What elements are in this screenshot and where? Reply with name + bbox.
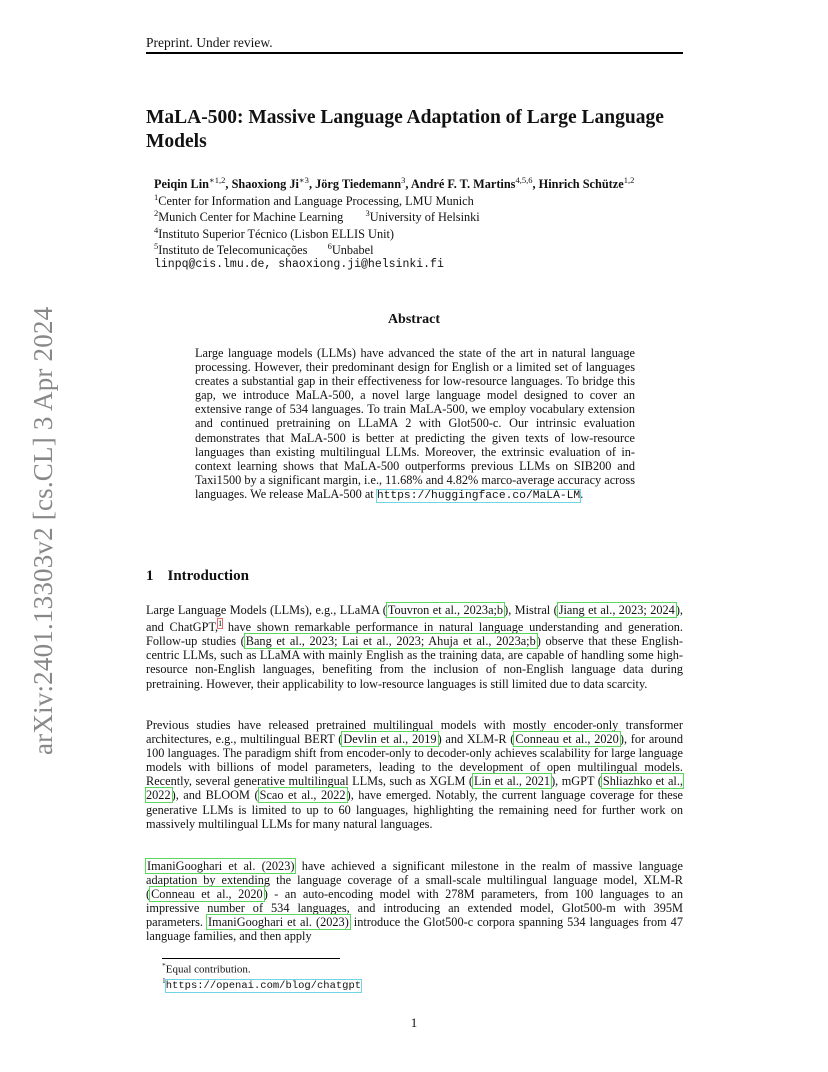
citation-link[interactable]: Shliazhko et al., 2022 <box>146 774 683 803</box>
author-marks: ∗1,2 <box>209 175 226 185</box>
affiliation-2-3: $^2$Munich Center for Machine Learning $^3$University of Helsinki <box>154 208 480 225</box>
citation-link[interactable]: Devlin et al., 2019 <box>343 732 437 747</box>
page-number: 1 <box>410 1015 418 1030</box>
citation-link[interactable]: Lin et al., 2021 <box>474 774 551 789</box>
abstract-heading: Abstract <box>387 312 441 327</box>
author-name: Hinrich Schütze <box>538 177 624 192</box>
author-emails: linpq@cis.lmu.de, shaoxiong.ji@helsinki.fi <box>154 258 444 271</box>
affiliation-5-6: $^5$Instituto de Telecomunicações $^6$Unbabel <box>154 241 374 258</box>
footnote-equal-contribution: *Equal contribution. <box>162 961 251 976</box>
arxiv-stamp-text: arXiv:2401.13303v2 [cs.CL] 3 Apr 2024 <box>28 306 58 755</box>
citation-link[interactable]: Conneau et al., 2020 <box>515 732 619 747</box>
author-marks: 3 <box>401 175 406 185</box>
author-name: Peiqin Lin <box>154 177 210 192</box>
citation-link[interactable]: ImaniGooghari et al. (2023) <box>208 915 349 930</box>
section-number: 1 <box>146 568 154 584</box>
affiliation-1: $^1$Center for Information and Language Processing, LMU Munich <box>154 192 474 209</box>
citation-link[interactable]: Jiang et al., 2023; 2024 <box>558 603 675 617</box>
author-name: Shaoxiong Ji <box>231 177 299 192</box>
paper-title: MaLA-500: Massive Language Adaptation of Large Language Models <box>146 107 664 152</box>
citation-link[interactable]: Conneau et al., 2020 <box>151 887 263 902</box>
author-marks: 4,5,6 <box>515 175 533 185</box>
footnote-ref[interactable]: 1 <box>218 619 223 629</box>
author-list: Peiqin Lin$^{∗1,2}$, Shaoxiong $Ji^{∗3}$, Jörg Tiedemann$^3$, André F. T. Martins$^{4,5,6}$, Hinrich Schütze$^{1,2}$ <box>154 175 635 192</box>
citation-link[interactable]: Touvron et al., 2023a;b <box>387 603 504 617</box>
citation-link[interactable]: Bang et al., 2023; Lai et al., 2023; Ahuja et al., 2023a;b <box>245 634 536 649</box>
author-marks: 1,2 <box>623 175 635 185</box>
footnote-rule <box>162 958 340 959</box>
affiliation-4: $^4$Instituto Superior Técnico (Lisbon ELLIS Unit) <box>154 225 395 242</box>
section-heading <box>146 568 249 585</box>
header-rule <box>146 52 683 54</box>
paragraph-1: Large Language Models (LLMs), e.g., LLaMA (Touvron et al., 2023a;b), Mistral (Jiang et al., 2023; 2024), and ChatGPT,$^1$ have shown remarkable performance in natural language understanding and generation. Follow-up studies (Bang et al., 2023; Lai et al., 2023; Ahuja et al., 2023a;b) observe that these English-centric LLMs, such as LLaMA with mainly English as the training data, are capable of handling some high-resource non-English languages, benefiting from the inclusion of non-English language data during pretraining. However, their applicability to low-resource languages is still limited due to data scarcity. <box>146 603 683 691</box>
author-marks: ∗3 <box>298 175 309 185</box>
paragraph-3: ImaniGooghari et al. (2023) have achieved a significant milestone in the realm of massive language adaptation by extending the language coverage of a small-scale multilingual language model, XLM-R (Conneau et al., 2020) - an auto-encoding model with 278M parameters, from 100 languages to an impressive number of 534 languages, and introducing an extended model, Glot500-m with 395M parameters. ImaniGooghari et al. (2023) introduce the Glot500-c corpora spanning 534 languages from 47 language families, and then apply <box>146 859 683 944</box>
author-name: Jörg Tiedemann <box>315 177 402 192</box>
author-name: André F. T. Martins <box>410 177 516 192</box>
citation-link[interactable]: ImaniGooghari et al. (2023) <box>147 859 295 873</box>
abstract-text: Large language models (LLMs) have advanced the state of the art in natural language processing. However, their predominant design for English or a limited set of languages creates a substantial gap in their effectiveness for low-resource languages. To bridge this gap, we introduce MaLA-500, a novel large language model designed to cover an extensive range of 534 languages. To train MaLA-500, we employ vocabulary extension and continued pretraining on LLaMA 2 with Glot500-c. Our intrinsic evaluation demonstrates that MaLA-500 is better at predicting the given texts of low-resource languages than existing multilingual LLMs. Moreover, the extrinsic evaluation of in-context learning shows that MaLA-500 outperforms previous LLMs on SIB200 and Taxi1500 by a significant margin, i.e., 11.68% and 4.82% marco-average accuracy across languages. We release MaLA-500 at <box>195 346 635 501</box>
citation-link[interactable]: Scao et al., 2022 <box>259 788 346 803</box>
arxiv-stamp <box>28 295 58 755</box>
paragraph-2: Previous studies have released pretrained multilingual models with mostly encoder-only transformer architectures, e.g., multilingual BERT (Devlin et al., 2019) and XLM-R (Conneau et al., 2020), for around 100 languages. The paradigm shift from encoder-only to decoder-only achieves scalability for large language models with billions of model parameters, leading to the development of open multilingual models. Recently, several generative multilingual LLMs, such as XGLM (Lin et al., 2021), mGPT (Shliazhko et al., 2022), and BLOOM (Scao et al., 2022), have emerged. Notably, the current language coverage for these generative LLMs is limited to up to 60 languages, highlighting the remaining need for further work on massively multilingual LLMs for many natural languages. <box>146 718 683 831</box>
abstract-link[interactable]: https://huggingface.co/MaLA-LM <box>376 489 581 502</box>
footnote-link[interactable]: https://openai.com/blog/chatgpt <box>165 979 362 992</box>
abstract-body: Large language models (LLMs) have advanced the state of the art in natural language processing. However, their predominant design for English or a limited set of languages creates a substantial gap in their effectiveness for low-resource languages. To bridge this gap, we introduce MaLA-500, a novel large language model designed to cover an extensive range of 534 languages. To train MaLA-500, we employ vocabulary extension and continued pretraining on LLaMA 2 with Glot500-c. Our intrinsic evaluation demonstrates that MaLA-500 is better at predicting the given texts of low-resource languages than existing multilingual LLMs. Moreover, the extrinsic evaluation of in-context learning shows that MaLA-500 outperforms previous LLMs on SIB200 and Taxi1500 by a significant margin, i.e., 11.68% and 4.82% marco-average accuracy across languages. We release MaLA-500 at https://huggingface.co/MaLA-LM. <box>195 346 635 502</box>
footnote-chatgpt: $^1$https://openai.com/blog/chatgpt <box>162 976 362 992</box>
section-title: Introduction <box>167 568 249 584</box>
running-header: Preprint. Under review. <box>146 35 273 50</box>
